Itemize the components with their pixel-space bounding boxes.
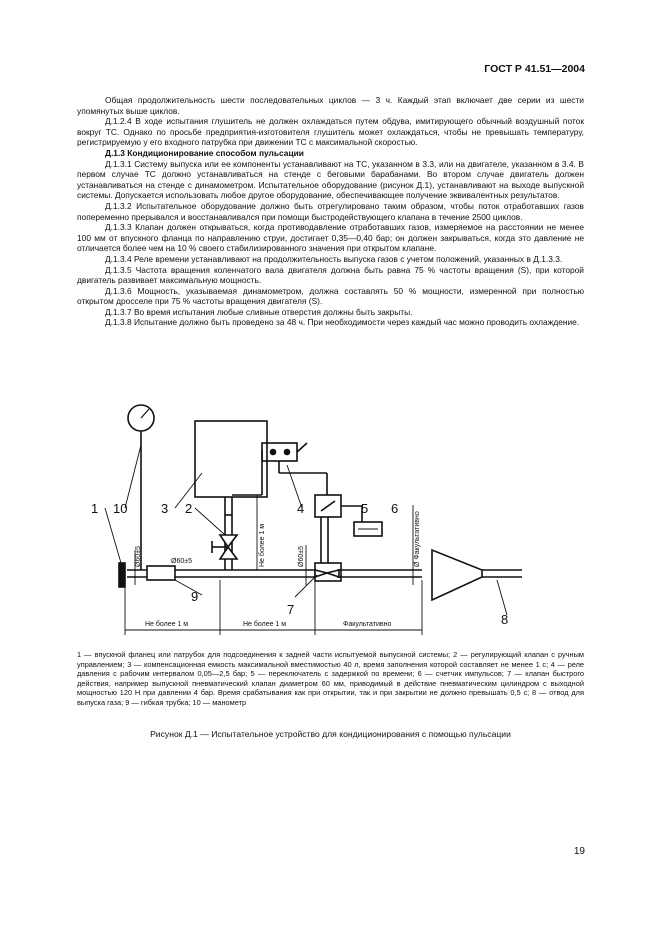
paragraph: Д.1.3.2 Испытательное оборудование должно быть отрегулировано таким образом, чтобы поток отработавших газов попеременно прерывался и восстанавливался при помощи быстродействующего клапана в течение 2500 циклов. (77, 200, 584, 222)
paragraph: Д.1.3.3 Клапан должен открываться, когда противодавление отработавших газов, измеряемое на расстоянии не менее 100 мм от впускного фланца по направлению струи, достигает 0,35—0,40 бар; он должен закрываться, когда это давление не отличается более чем на 10 % своего стабилизированного значения при открытом клапане. (77, 222, 584, 254)
section-heading: Д.1.3 Кондиционирование способом пульсации (105, 147, 304, 158)
paragraph: Общая продолжительность шести последовательных циклов — 3 ч. Каждый этап включает две серии из шести упомянутых выше циклов. (77, 95, 584, 116)
figure-title: Рисунок Д.1 — Испытательное устройство для кондиционирования с помощью пульсации (150, 729, 511, 739)
label-7: 7 (287, 602, 295, 617)
body-text (77, 95, 584, 328)
label-10: 10 (113, 501, 128, 516)
dim-optional-diameter: Ø Факультативно (414, 511, 421, 567)
label-4: 4 (297, 501, 305, 516)
paragraph: Д.1.3.4 Реле времени устанавливают на продолжительность выпуска газов с учетом положений, указанных в Д.1.3.3. (105, 253, 563, 264)
paragraph: Д.1.3.5 Частота вращения коленчатого вала двигателя должна быть равна 75 % частоты вращения (S), при которой двигатель развивает максимальную мощность. (77, 264, 584, 286)
control-valve (220, 535, 237, 547)
paragraph: Д.1.3.1 Систему выпуска или ее компоненты устанавливают на ТС, указанном в 3.3, или на двигателе, указанном в 3.4. В первом случае ТС должно устанавливаться на стенде с беговыми барабанами. Во втором случае двигатель должен устанавливаться на стенде с динамометром. Испытательное оборудование (рисунок Д.1), устанавливают на выходе выпускной системы. Допускается использовать любое другое оборудование, обеспечивающее получение эквивалентных результатов. (77, 158, 584, 201)
dim-diameter-outlet: Ø60±5 (298, 546, 305, 567)
dim-diameter-inlet: Ø60±5 (135, 546, 142, 567)
label-8: 8 (501, 612, 509, 627)
test-device-diagram (77, 385, 597, 650)
dim-length-2: Не более 1 м (243, 621, 287, 628)
label-2: 2 (185, 501, 193, 516)
dim-diameter-riser: Ø60±5 (171, 558, 192, 565)
inlet-flange (119, 563, 125, 587)
quick-valve (315, 570, 327, 577)
document-code: ГОСТ Р 41.51—2004 (484, 63, 585, 75)
paragraph: Д.1.2.4 В ходе испытания глушитель не должен охлаждаться путем обдува, имитирующего обычный воздушный поток вокруг ТС. Однако по просьбе предприятия-изготовителя глушитель может охлаждаться, чтобы не превышать температуру, регистрируемую у его входного патрубка при движении ТС с максимальной скоростью. (77, 116, 584, 148)
dim-height: Не более 1 м (259, 523, 266, 567)
paragraph: Д.1.3.8 Испытание должно быть проведено за 48 ч. При необходимости через каждый час можно проводить охлаждение. (105, 317, 580, 328)
flexible-tube (147, 566, 175, 580)
legend-text: 1 — впускной фланец или патрубок для подсоединения к задней части испытуемой выпускной системы; 2 — регулирующий клапан с ручным управлением; 3 — компенсационная емкость максимальной вместимостью 40 л, время заполнения которой составляет не менее 1 с; 4 — реле давления с рабочим интервалом 0,05—2,5 бар; 5 — переключатель с задержкой по времени; 6 — счетчик импульсов; 7 — клапан быстрого действия, например выпускной пневматический клапан диаметром 60 мм, приводимый в действие пневматическим цилиндром с выходной мощностью 120 Н при давлении 4 бар. Время срабатывания как при открытии, так и при закрытии не должно превышать 0,5 с; 8 — отвод для выпуска газа; 9 — гибкая трубка; 10 — манометр (77, 650, 584, 707)
label-9: 9 (191, 589, 199, 604)
figure-legend (77, 650, 584, 708)
paragraph: Д.1.3.6 Мощность, указываемая динамометром, должна составлять 50 % мощности, измеренной при полностью открытом дросселе при 75 % частоты вращения двигателя (S). (77, 285, 584, 307)
label-5: 5 (361, 501, 369, 516)
dim-length-1: Не более 1 м (145, 621, 189, 628)
page-number: 19 (573, 846, 585, 857)
pressure-gauge (128, 405, 154, 431)
gas-outlet (432, 550, 482, 600)
paragraph: Д.1.3.7 Во время испытания любые сливные отверстия должны быть закрыты. (105, 306, 413, 317)
label-1: 1 (91, 501, 99, 516)
label-6: 6 (391, 501, 399, 516)
label-3: 3 (161, 501, 169, 516)
compensation-tank (195, 421, 267, 497)
dim-optional-length: Факультативно (343, 621, 392, 628)
